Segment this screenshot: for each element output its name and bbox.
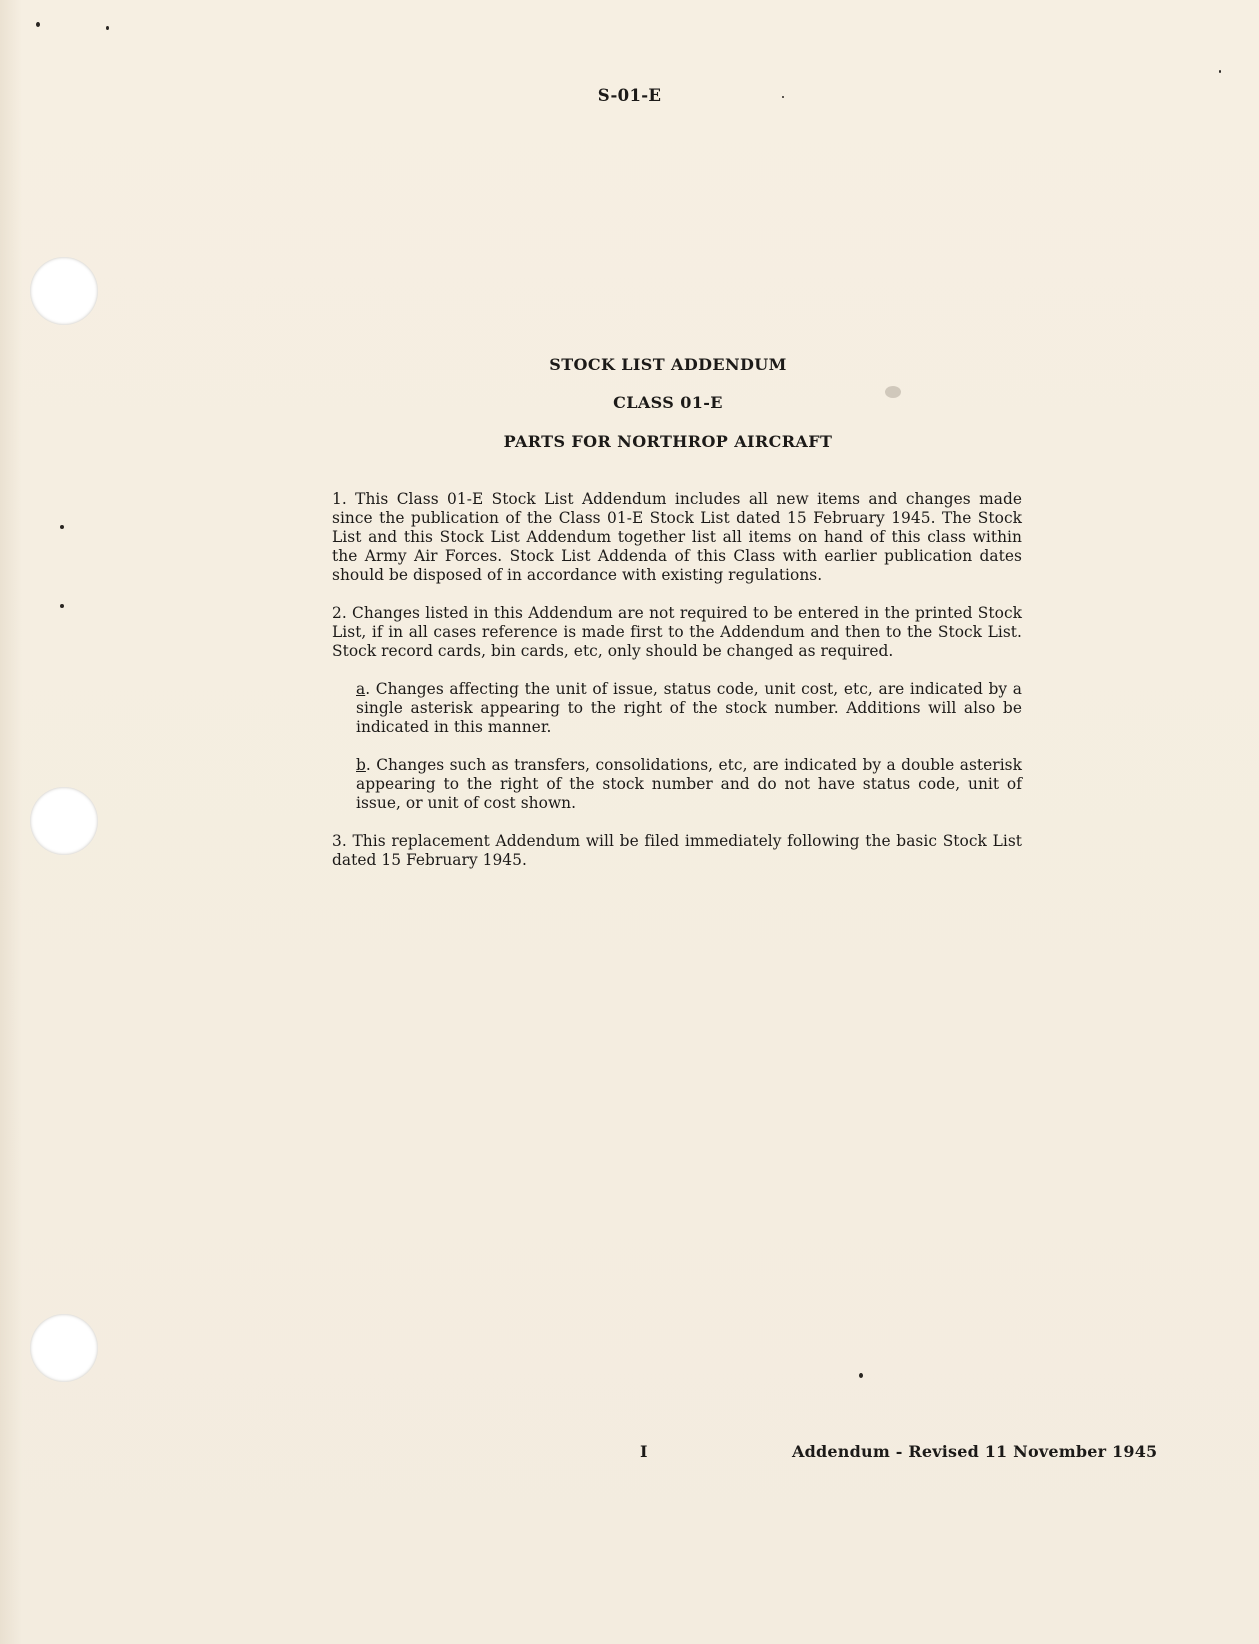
subparagraph-text-b: . Changes such as transfers, consolidations, etc, are indicated by a double asterisk appearing to the right of the stock number and do not have status code, unit of issue, or unit of cost shown. xyxy=(356,756,1022,812)
scan-speck xyxy=(106,26,109,30)
document-code: S-01-E xyxy=(597,86,662,105)
subparagraph-text-a: . Changes affecting the unit of issue, status code, unit cost, etc, are indicated by a single asterisk appearing to the right of the stock number. Additions will also be indicated in this manner. xyxy=(356,680,1022,736)
title-class: CLASS 01-E xyxy=(613,393,723,412)
page-number: I xyxy=(640,1442,648,1461)
scan-speck xyxy=(859,1373,863,1378)
paragraph-1: 1. This Class 01-E Stock List Addendum includes all new items and changes made since the publication of the Class 01-E Stock List dated 15 February 1945. The Stock List and this Stock List Addendum together list all items on hand of this class within the Army Air Forces. Stock List Addenda of this Class with earlier publication dates should be disposed of in accordance with existing regulations. xyxy=(332,490,1022,584)
subparagraph-label-a: a xyxy=(356,680,366,698)
scan-speck xyxy=(60,525,64,529)
scan-speck xyxy=(1219,70,1221,73)
binder-hole-middle xyxy=(30,787,98,855)
scan-speck xyxy=(36,22,40,27)
revision-note: Addendum - Revised 11 November 1945 xyxy=(792,1442,1158,1461)
paragraph-3: 3. This replacement Addendum will be filed immediately following the basic Stock List dated 15 February 1945. xyxy=(332,832,1022,869)
paragraph-2a xyxy=(332,680,1022,737)
body-text xyxy=(332,490,1022,889)
paragraph-2b xyxy=(332,756,1022,813)
subparagraph-label-b: b xyxy=(356,756,366,774)
title-stock-list-addendum: STOCK LIST ADDENDUM xyxy=(549,355,787,374)
binder-hole-top xyxy=(30,257,98,325)
scan-speck xyxy=(60,604,64,608)
title-parts: PARTS FOR NORTHROP AIRCRAFT xyxy=(503,432,833,451)
binder-hole-bottom xyxy=(30,1314,98,1382)
paragraph-2: 2. Changes listed in this Addendum are not required to be entered in the printed Stock List, if in all cases reference is made first to the Addendum and then to the Stock List. Stock record cards, bin cards, etc, only should be changed as required. xyxy=(332,604,1022,660)
